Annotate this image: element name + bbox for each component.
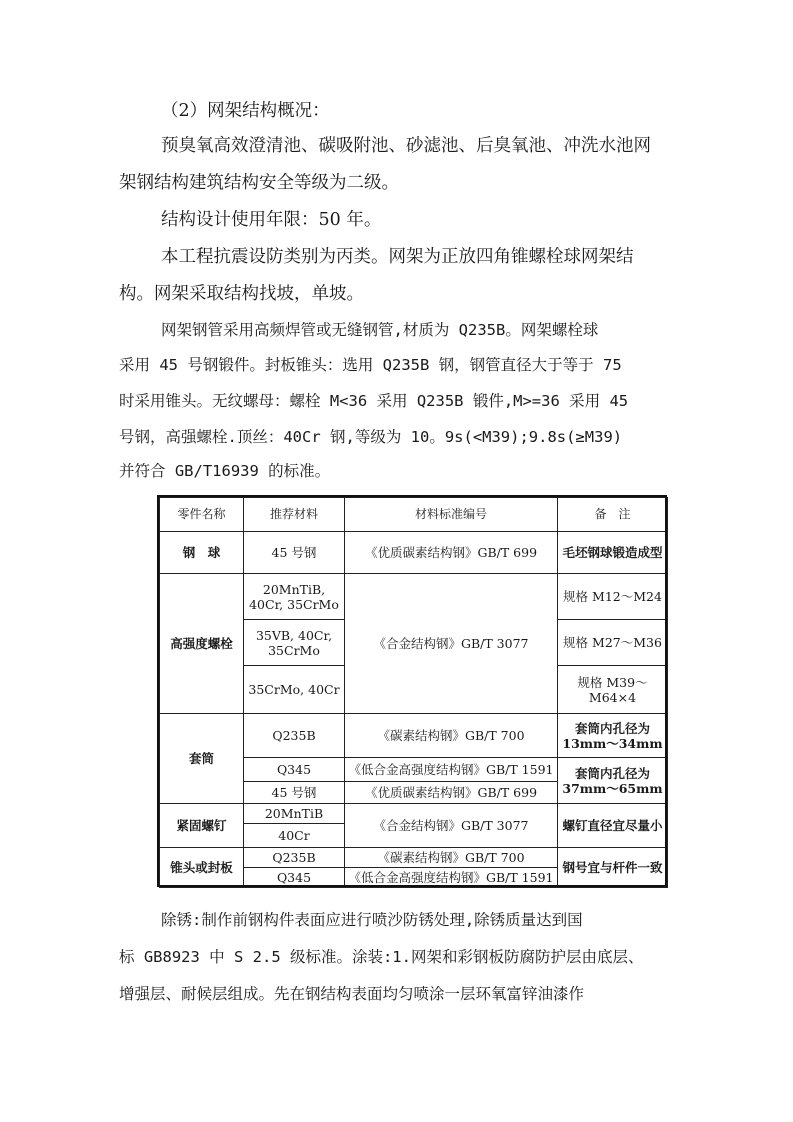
material-cell: 45 号钢 [244,782,345,804]
note-cell: 钢号宜与杆件一致 [558,848,668,888]
material-cell: 45 号钢 [244,532,345,574]
material-cell: 35CrMo, 40Cr [244,666,345,714]
material-cell: Q345 [244,758,345,782]
note-cell: 套筒内孔径为 37mm～65mm [558,758,668,804]
table-row [160,804,668,824]
standard-cell: 《碳素结构钢》GB/T 700 [345,848,558,868]
note-cell: 螺钉直径宜尽量小 [558,804,668,848]
paragraph-4-line-2: 采用 45 号钢锻件。封板锥头：选用 Q235B 钢，钢管直径大于等于 75 [119,356,622,374]
note-cell: 套筒内孔径为 13mm～34mm [558,714,668,758]
paragraph-2: 结构设计使用年限：50 年。 [161,210,382,230]
note-cell: 毛坯钢球锻造成型 [558,532,668,574]
paragraph-1-line-2: 架钢结构建筑结构安全等级为二级。 [119,173,399,193]
material-cell: Q345 [244,868,345,888]
standard-cell: 《合金结构钢》GB/T 3077 [345,574,558,714]
part-steel-ball: 钢 球 [160,532,244,574]
section-heading: （2）网架结构概况： [161,101,330,121]
part-cone-or-plate: 锥头或封板 [160,848,244,888]
part-high-strength-bolt: 高强度螺栓 [160,574,244,714]
paragraph-5-line-3: 增强层、耐候层组成。先在钢结构表面均匀喷涂一层环氧富锌油漆作 [119,985,585,1003]
table-row [160,532,668,574]
standard-cell: 《优质碳素结构钢》GB/T 699 [345,532,558,574]
standard-cell: 《优质碳素结构钢》GB/T 699 [345,782,558,804]
table-row [160,848,668,868]
material-cell: Q235B [244,848,345,868]
paragraph-3-line-2: 构。网架采取结构找坡，单坡。 [119,284,364,304]
header-part-name: 零件名称 [160,498,244,532]
table-row [160,714,668,758]
standard-cell: 《合金结构钢》GB/T 3077 [345,804,558,848]
standard-cell: 《碳素结构钢》GB/T 700 [345,714,558,758]
material-cell: 35VB, 40Cr, 35CrMo [244,620,345,666]
material-cell: 20MnTiB [244,804,345,824]
paragraph-4-line-3: 时采用锥头。无纹螺母：螺栓 M<36 采用 Q235B 锻件,M>=36 采用 45 [119,392,629,410]
material-cell: Q235B [244,714,345,758]
paragraph-4-line-4: 号钢，高强螺栓.顶丝：40Cr 钢,等级为 10。9s(<M39);9.8s(≥M39) [119,428,623,446]
note-cell: 规格 M39～M64×4 [558,666,668,714]
paragraph-3-line-1: 本工程抗震设防类别为丙类。网架为正放四角锥螺栓球网架结 [161,247,634,267]
standard-cell: 《低合金高强度结构钢》GB/T 1591 [345,868,558,888]
materials-table [159,497,668,888]
material-cell: 40Cr [244,824,345,848]
table-row [160,574,668,620]
paragraph-5-line-1: 除锈:制作前钢构件表面应进行喷沙防锈处理,除锈质量达到国 [161,911,583,929]
part-fastening-screw: 紧固螺钉 [160,804,244,848]
note-cell: 规格 M27～M36 [558,620,668,666]
header-note: 备 注 [558,498,668,532]
part-sleeve: 套筒 [160,714,244,804]
material-cell: 20MnTiB, 40Cr, 35CrMo [244,574,345,620]
header-material: 推荐材料 [244,498,345,532]
paragraph-4-line-1: 网架钢管采用高频焊管或无缝钢管,材质为 Q235B。网架螺栓球 [161,321,599,339]
table-header-row [160,498,668,532]
header-standard: 材料标准编号 [345,498,558,532]
paragraph-5-line-2: 标 GB8923 中 S 2.5 级标准。涂装:1.网架和彩钢板防腐防护层由底层、 [119,948,644,966]
paragraph-1-line-1: 预臭氧高效澄清池、碳吸附池、砂滤池、后臭氧池、冲洗水池网 [161,136,651,156]
standard-cell: 《低合金高强度结构钢》GB/T 1591 [345,758,558,782]
note-cell: 规格 M12～M24 [558,574,668,620]
paragraph-4-line-5: 并符合 GB/T16939 的标准。 [119,462,331,480]
